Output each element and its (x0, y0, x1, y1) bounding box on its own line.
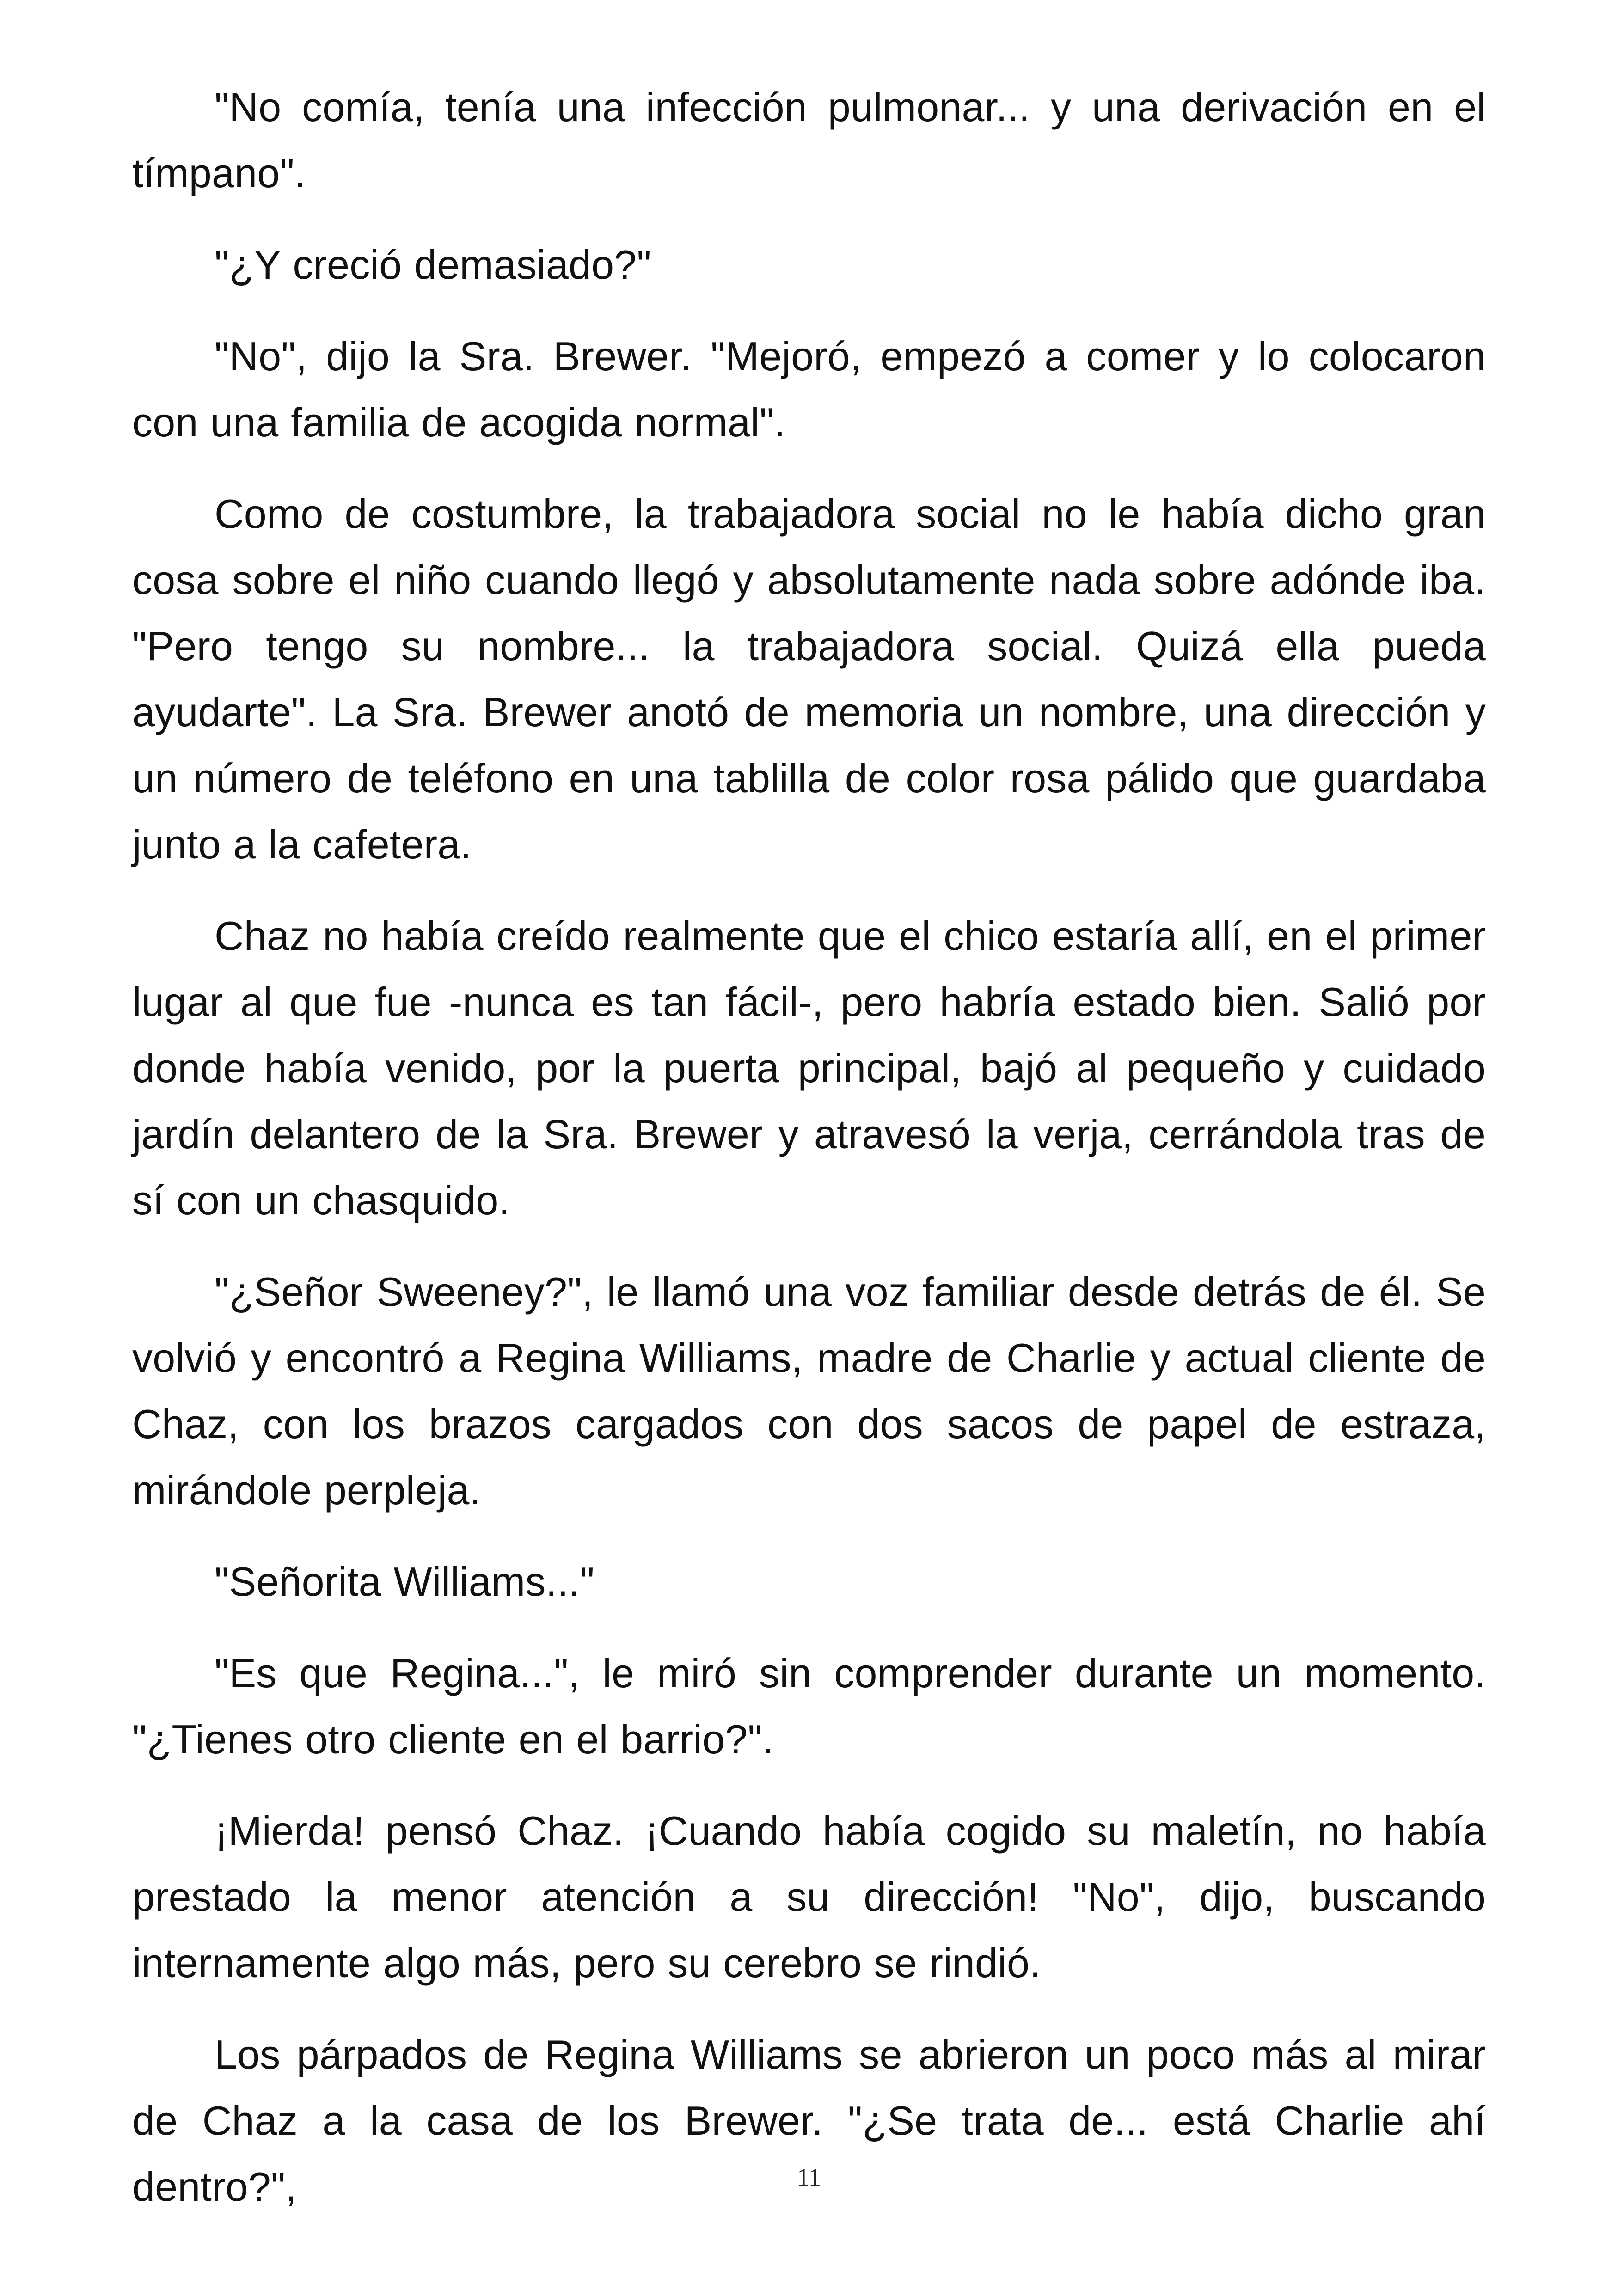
paragraph-5: Chaz no había creído realmente que el chico estaría allí, en el primer lugar al que fue -nunca es tan fácil-, pero habría estado bien. Salió por donde había venido, por la puerta principal, bajó al pequeño y cuidado jardín delantero de la Sra. Brewer y atravesó la verja, cerrándola tras de sí con un chasquido. (132, 913, 1486, 1223)
paragraph-1: "No comía, tenía una infección pulmonar... y una derivación en el tímpano". (132, 84, 1486, 196)
paragraph-6: "¿Señor Sweeney?", le llamó una voz familiar desde detrás de él. Se volvió y encontró a Regina Williams, madre de Charlie y actual cliente de Chaz, con los brazos cargados con dos sacos de papel de estraza, mirándole perpleja. (132, 1269, 1486, 1513)
paragraph-3: "No", dijo la Sra. Brewer. "Mejoró, empezó a comer y lo colocaron con una familia de acogida normal". (132, 333, 1486, 445)
paragraph-7: "Señorita Williams..." (215, 1559, 594, 1604)
paragraph-2: "¿Y creció demasiado?" (215, 242, 651, 288)
page-number: 11 (797, 2163, 821, 2191)
paragraph-10: Los párpados de Regina Williams se abrieron un poco más al mirar de Chaz a la casa de los Brewer. "¿Se trata de... está Charlie ahí dentro?", (132, 2032, 1486, 2210)
paragraph-8: "Es que Regina...", le miró sin comprender durante un momento. "¿Tienes otro cliente en el barrio?". (132, 1650, 1486, 1762)
body-text (132, 74, 1486, 2220)
paragraph-9: ¡Mierda! pensó Chaz. ¡Cuando había cogido su maletín, no había prestado la menor atención a su dirección! "No", dijo, buscando internamente algo más, pero su cerebro se rindió. (132, 1808, 1486, 1986)
paragraph-4: Como de costumbre, la trabajadora social no le había dicho gran cosa sobre el niño cuando llegó y absolutamente nada sobre adónde iba. "Pero tengo su nombre... la trabajadora social. Quizá ella pueda ayudarte". La Sra. Brewer anotó de memoria un nombre, una dirección y un número de teléfono en una tablilla de color rosa pálido que guardaba junto a la cafetera. (132, 491, 1486, 867)
